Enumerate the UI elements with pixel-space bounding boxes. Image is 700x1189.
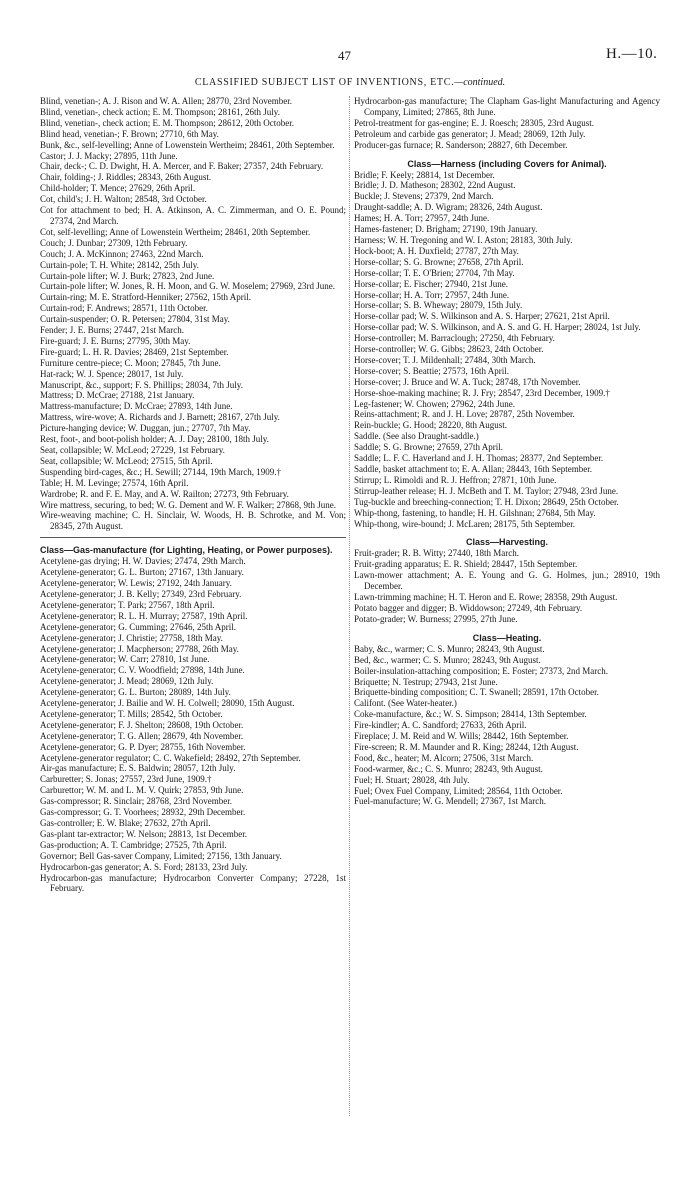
list-item: Acetylene-generator; T. Mills; 28542, 5th October.	[40, 708, 223, 719]
list-item: Couch; J. Dunbar; 27309, 12th February.	[40, 237, 188, 248]
list-item: Horse-collar pad; W. S. Wilkinson, and A. S. and G. H. Harper; 28024, 1st July.	[354, 322, 641, 333]
heading-main: CLASSIFIED SUBJECT LIST OF INVENTIONS, ETC.	[194, 77, 455, 88]
list-item: Carburetter; S. Jonas; 27557, 23rd June, 1909.†	[40, 774, 212, 785]
list-item: Acetylene-generator; G. L. Burton; 27167, 13th January.	[40, 567, 244, 578]
class-heading-harvesting: Class—Harvesting.	[465, 537, 549, 548]
list-item: Air-gas manufacture; E. S. Baldwin; 28057, 12th July.	[40, 763, 236, 774]
list-item: Petrol-treatment for gas-engine; E. J. Roesch; 28305, 23rd August.	[354, 117, 594, 128]
list-item: Wardrobe; R. and F. E. May, and A. W. Railton; 27273, 9th February.	[40, 488, 289, 499]
page-heading	[0, 77, 700, 88]
list-item: Horse-collar; S. B. Wheway; 28079, 15th July.	[354, 300, 523, 311]
list-item: Gas-compressor; G. T. Voorhees; 28932, 29th December.	[40, 807, 246, 818]
list-item: Curtain-ring; M. E. Stratford-Henniker; 27562, 15th April.	[40, 292, 251, 303]
list-item: Briquette; N. Testrup; 27943, 21st June.	[354, 676, 498, 687]
list-item: Horse-controller; W. G. Gibbs; 28623, 24th October.	[354, 344, 544, 355]
list-item: Horse-collar; E. Fischer; 27940, 21st June.	[354, 278, 508, 289]
list-item: Fruit-grader; R. B. Witty; 27440, 18th March.	[354, 548, 519, 559]
list-item: Lawn-trimming machine; H. T. Heron and E. Rowe; 28358, 29th August.	[354, 592, 618, 603]
class-heading-harness: Class—Harness (including Covers for Animal).	[407, 158, 607, 169]
list-item: Fire-screen; R. M. Maunder and R. King; 28244, 12th August.	[354, 741, 579, 752]
list-item: Blind, venetian-, check action; E. M. Thompson; 28161, 26th July.	[40, 106, 280, 117]
list-item: Fuel; Ovex Fuel Company, Limited; 28564, 11th October.	[354, 785, 563, 796]
list-item: Cot for attachment to bed; H. A. Atkinson, A. C. Zimmerman, and O. E. Pound; 27374, 2nd March.	[40, 205, 346, 226]
list-item: Blind head, venetian-; F. Brown; 27710, 6th May.	[40, 128, 219, 139]
list-item: Mattress-manufacture; D. McCrae; 27893, 14th June.	[40, 401, 233, 412]
list-item: Chair, deck-; C. D. Dwight, H. A. Mercer, and F. Baker; 27357, 24th February.	[40, 161, 324, 172]
list-item: Gas-plant tar-extractor; W. Nelson; 28813, 1st December.	[40, 828, 248, 839]
list-item: Governor; Bell Gas-saver Company, Limited; 27156, 13th January.	[40, 850, 282, 861]
page-number: 47	[338, 48, 351, 63]
list-item: Seat, collapsible; W. McLeod; 27229, 1st February.	[40, 445, 225, 455]
list-item: Gas-production; A. T. Cambridge; 27525, 7th April.	[40, 839, 227, 850]
list-item: Cot, child's; J. H. Walton; 28548, 3rd October.	[40, 194, 207, 205]
list-item: Acetylene-generator; J. Bailie and W. H. Colwell; 28090, 15th August.	[40, 698, 295, 709]
list-item: Producer-gas furnace; R. Sanderson; 28827, 6th December.	[354, 139, 568, 150]
list-item: Horse-collar; H. A. Torr; 27957, 24th June.	[354, 289, 510, 300]
hydrocarbon-list	[354, 96, 660, 151]
list-item: Acetylene-generator; G. L. Burton; 28089, 14th July.	[40, 687, 231, 698]
list-item: Lawn-mower attachment; A. E. Young and G. G. Holmes, jun.; 28910, 19th December.	[354, 570, 660, 592]
list-item: Rest, foot-, and boot-polish holder; A. J. Day; 28100, 18th July.	[40, 434, 269, 445]
list-item: Curtain-suspender; O. R. Petersen; 27804, 31st May.	[40, 314, 230, 325]
list-item: Whip-thong, wire-bound; J. McLaren; 28175, 5th September.	[354, 518, 575, 529]
list-item: Acetylene-generator; C. V. Woodfield; 27898, 14th June.	[40, 665, 245, 676]
class-heading-heating: Class—Heating.	[472, 632, 542, 643]
list-item: Califont. (See Water-heater.)	[354, 698, 457, 709]
list-item: Horse-controller; M. Barraclough; 27250, 4th February.	[354, 333, 555, 344]
page-code: H.—10.	[606, 46, 658, 62]
list-item: Acetylene-generator; R. L. H. Murray; 27587, 19th April.	[40, 610, 248, 621]
list-item: Acetylene-generator; J. Christie; 27758, 18th May.	[40, 632, 223, 643]
list-item: Stirrup; L. Rimoldi and R. J. Heffron; 27871, 10th June.	[354, 474, 557, 485]
list-item: Horse-cover; T. J. Mildenhall; 27484, 30th March.	[354, 354, 536, 365]
list-item: Horse-collar; S. G. Browne; 27658, 27th April.	[354, 256, 524, 267]
list-item: Bunk, &c., self-levelling; Anne of Lowenstein Wertheim; 28461, 20th September.	[40, 139, 335, 150]
list-item: Curtain-rod; F. Andrews; 28571, 11th October.	[40, 303, 208, 314]
section-rule	[40, 537, 346, 539]
list-item: Acetylene-generator regulator; C. C. Wakefield; 28492, 27th September.	[40, 752, 301, 763]
list-item: Suspending bird-cages, &c.; H. Sewill; 27144, 19th March, 1909.†	[40, 466, 281, 477]
list-item: Coke-manufacture, &c.; W. S. Simpson; 28414, 13th September.	[354, 709, 587, 720]
list-item: Mattress; D. McCrae; 27188, 21st January.	[40, 390, 195, 401]
list-item: Fuel; H. Stuart; 28028, 4th July.	[354, 774, 470, 785]
list-item: Acetylene-generator; W. Lewis; 27192, 24th January.	[40, 578, 232, 589]
list-item: Couch; J. A. McKinnon; 27463, 22nd March.	[40, 248, 204, 259]
gas-manufacture-list	[40, 556, 346, 894]
list-item: Hat-rack; W. J. Spence; 28017, 1st July.	[40, 368, 184, 379]
list-item: Horse-cover; S. Beattie; 27573, 16th April.	[354, 365, 509, 376]
list-item: Potato bagger and digger; B. Widdowson; 27249, 4th February.	[354, 602, 583, 613]
list-item: Saddle; S. G. Browne; 27659, 27th April.	[354, 442, 503, 453]
column-divider	[349, 96, 350, 1116]
list-item: Gas-compressor; R. Sinclair; 28768, 23rd November.	[40, 796, 232, 807]
list-item: Fuel-manufacture; W. G. Mendell; 27367, 1st March.	[354, 796, 546, 807]
list-item: Harness; W. H. Tregoning and W. I. Aston; 28183, 30th July.	[354, 234, 573, 245]
list-item: Horse-collar; T. E. O'Brien; 27704, 7th May.	[354, 267, 515, 278]
list-item: Boiler-insulation-attaching composition; E. Foster; 27373, 2nd March.	[354, 665, 609, 676]
list-item: Manuscript, &c., support; F. S. Phillips; 28034, 7th July.	[40, 379, 243, 390]
list-item: Fender; J. E. Burns; 27447, 21st March.	[40, 325, 184, 336]
list-item: Hydrocarbon-gas manufacture; Hydrocarbon Converter Company; 27228, 1st February.	[40, 872, 346, 894]
list-item: Horse-collar pad; W. S. Wilkinson and A. S. Harper; 27621, 21st April.	[354, 311, 610, 322]
list-item: Bridle; J. D. Matheson; 28302, 22nd August.	[354, 180, 516, 191]
list-item: Hames-fastener; D. Brigham; 27190, 19th January.	[354, 224, 538, 235]
list-item: Acetylene-generator; J. Mead; 28069, 12th July.	[40, 676, 214, 687]
list-item: Gas-controller; E. W. Blake; 27632, 27th April.	[40, 818, 211, 828]
list-item: Curtain-pole lifter; W. Jones, R. H. Moon, and G. W. Moselem; 27969, 23rd June.	[40, 281, 335, 292]
list-item: Blind, venetian-; A. J. Rison and W. A. Allen; 28770, 23rd November.	[40, 96, 292, 106]
list-item: Horse-cover; J. Bruce and W. A. Tuck; 28748, 17th November.	[354, 376, 581, 387]
harvesting-list	[354, 548, 660, 624]
list-item: Hock-boot; A. H. Duxfield; 27787, 27th May.	[354, 245, 519, 256]
heating-list	[354, 644, 660, 808]
list-item: Curtain-pole lifter; W. J. Burk; 27823, 2nd June.	[40, 270, 215, 281]
list-item: Castor; J. J. Macky; 27895, 11th June.	[40, 150, 178, 161]
right-column	[354, 96, 660, 807]
list-item: Draught-saddle; A. D. Wigram; 28326, 24th August.	[354, 202, 543, 213]
list-item: Curtain-pole; T. H. White; 28142, 25th July.	[40, 259, 199, 270]
list-item: Carburettor; W. M. and L. M. V. Quirk; 27853, 9th June.	[40, 785, 244, 796]
list-item: Saddle, basket attachment to; E. A. Allan; 28443, 16th September.	[354, 464, 592, 474]
misc-furniture-list	[40, 96, 346, 532]
left-column	[40, 96, 346, 894]
list-item: Acetylene-generator; T. G. Allen; 28679, 4th November.	[40, 730, 244, 741]
list-item: Acetylene-gas drying; H. W. Davies; 27474, 29th March.	[40, 556, 246, 567]
list-item: Bridle; F. Keely; 28814, 1st December.	[354, 169, 495, 180]
list-item: Fire-guard; J. E. Burns; 27795, 30th May.	[40, 335, 191, 346]
list-item: Petroleum and carbide gas generator; J. Mead; 28069, 12th July.	[354, 128, 586, 139]
heading-suffix: —continued.	[454, 77, 506, 88]
list-item: Wire-weaving machine; C. H. Sinclair, W. Woods, H. B. Schrotke, and M. Von; 28345, 27th August.	[40, 510, 346, 532]
harness-list	[354, 170, 660, 530]
list-item: Wire mattress, securing, to bed; W. G. Dement and W. F. Walker; 27868, 9th June.	[40, 499, 336, 510]
list-item: Fireplace; J. M. Reid and W. Wills; 28442, 16th September.	[354, 731, 569, 742]
list-item: Acetylene-generator; T. Park; 27567, 18th April.	[40, 599, 215, 610]
list-item: Stirrup-leather release; H. J. McBeth and T. M. Taylor; 27948, 23rd June.	[354, 485, 619, 496]
list-item: Buckle; J. Stevens; 27379, 2nd March.	[354, 191, 494, 202]
list-item: Cot, self-levelling; Anne of Lowenstein Wertheim; 28461, 20th September.	[40, 226, 311, 237]
list-item: Acetylene-generator; W. Carr; 27810, 1st June.	[40, 654, 210, 665]
list-item: Hydrocarbon-gas generator; A. S. Ford; 28133, 23rd July.	[40, 861, 248, 872]
list-item: Food, &c., heater; M. Alcorn; 27506, 31st March.	[354, 752, 534, 763]
list-item: Blind, venetian-, check action; E. M. Thompson; 28612, 20th October.	[40, 117, 295, 128]
list-item: Baby, &c., warmer; C. S. Munro; 28243, 9th August.	[354, 643, 545, 654]
list-item: Saddle; L. F. C. Haverland and J. H. Thomas; 28377, 2nd September.	[354, 453, 604, 464]
class-heading-gas-manufacture: Class—Gas-manufacture (for Lighting, Heating, or Power purposes).	[40, 545, 333, 556]
list-item: Chair, folding-; J. Riddles; 28343, 26th August.	[40, 172, 212, 183]
list-item: Seat, collapsible; W. McLeod; 27515, 5th April.	[40, 455, 213, 466]
list-item: Fire-guard; L. H. R. Davies; 28469, 21st September.	[40, 346, 229, 357]
list-item: Whip-thong, fastening, to handle; H. H. Gilshnan; 27684, 5th May.	[354, 507, 596, 518]
list-item: Acetylene-generator; G. P. Dyer; 28755, 16th November.	[40, 741, 246, 752]
list-item: Hames; H. A. Torr; 27957, 24th June.	[354, 213, 490, 224]
list-item: Tug-buckle and breeching-connection; T. H. Dixon; 28649, 25th October.	[354, 496, 619, 507]
list-item: Acetylene-generator; G. Cumming; 27646, 25th April.	[40, 621, 236, 632]
list-item: Rein-buckle; G. Hood; 28220, 8th August.	[354, 420, 507, 431]
list-item: Horse-shoe-making machine; R. J. Fry; 28547, 23rd December, 1909.†	[354, 387, 610, 398]
list-item: Fruit-grading apparatus; E. R. Shield; 28447, 15th September.	[354, 559, 578, 570]
list-item: Leg-fastener; W. Chowen; 27962, 24th June.	[354, 398, 515, 409]
list-item: Picture-hanging device; W. Duggan, jun.; 27707, 7th May.	[40, 423, 251, 434]
list-item: Hydrocarbon-gas manufacture; The Clapham Gas-light Manufacturing and Agency Company, Limited; 27865, 8th June.	[354, 96, 660, 117]
list-item: Food-warmer, &c.; C. S. Munro; 28243, 9th August.	[354, 763, 543, 774]
list-item: Potato-grader; W. Burness; 27995, 27th June.	[354, 613, 518, 624]
list-item: Table; H. M. Levinge; 27574, 16th April.	[40, 477, 189, 488]
list-item: Furniture centre-piece; C. Moon; 27845, 7th June.	[40, 357, 221, 368]
list-item: Mattress, wire-wove; A. Richards and J. Barnett; 28167, 27th July.	[40, 412, 280, 423]
list-item: Reins-attachment; R. and J. H. Love; 28787, 25th November.	[354, 409, 575, 420]
list-item: Acetylene-generator; J. Macpherson; 27788, 26th May.	[40, 643, 239, 654]
list-item: Briquette-binding composition; C. T. Swanell; 28591, 17th October.	[354, 687, 599, 698]
list-item: Saddle. (See also Draught-saddle.)	[354, 431, 479, 442]
list-item: Bed, &c., warmer; C. S. Munro; 28243, 9th August.	[354, 654, 541, 665]
list-item: Fire-kindler; A. C. Sandford; 27633, 26th April.	[354, 720, 527, 731]
list-item: Acetylene-generator; J. B. Kelly; 27349, 23rd February.	[40, 588, 242, 599]
list-item: Child-holder; T. Mence; 27629, 26th April.	[40, 183, 196, 194]
list-item: Acetylene-generator; F. J. Shelton; 28608, 19th October.	[40, 719, 244, 730]
